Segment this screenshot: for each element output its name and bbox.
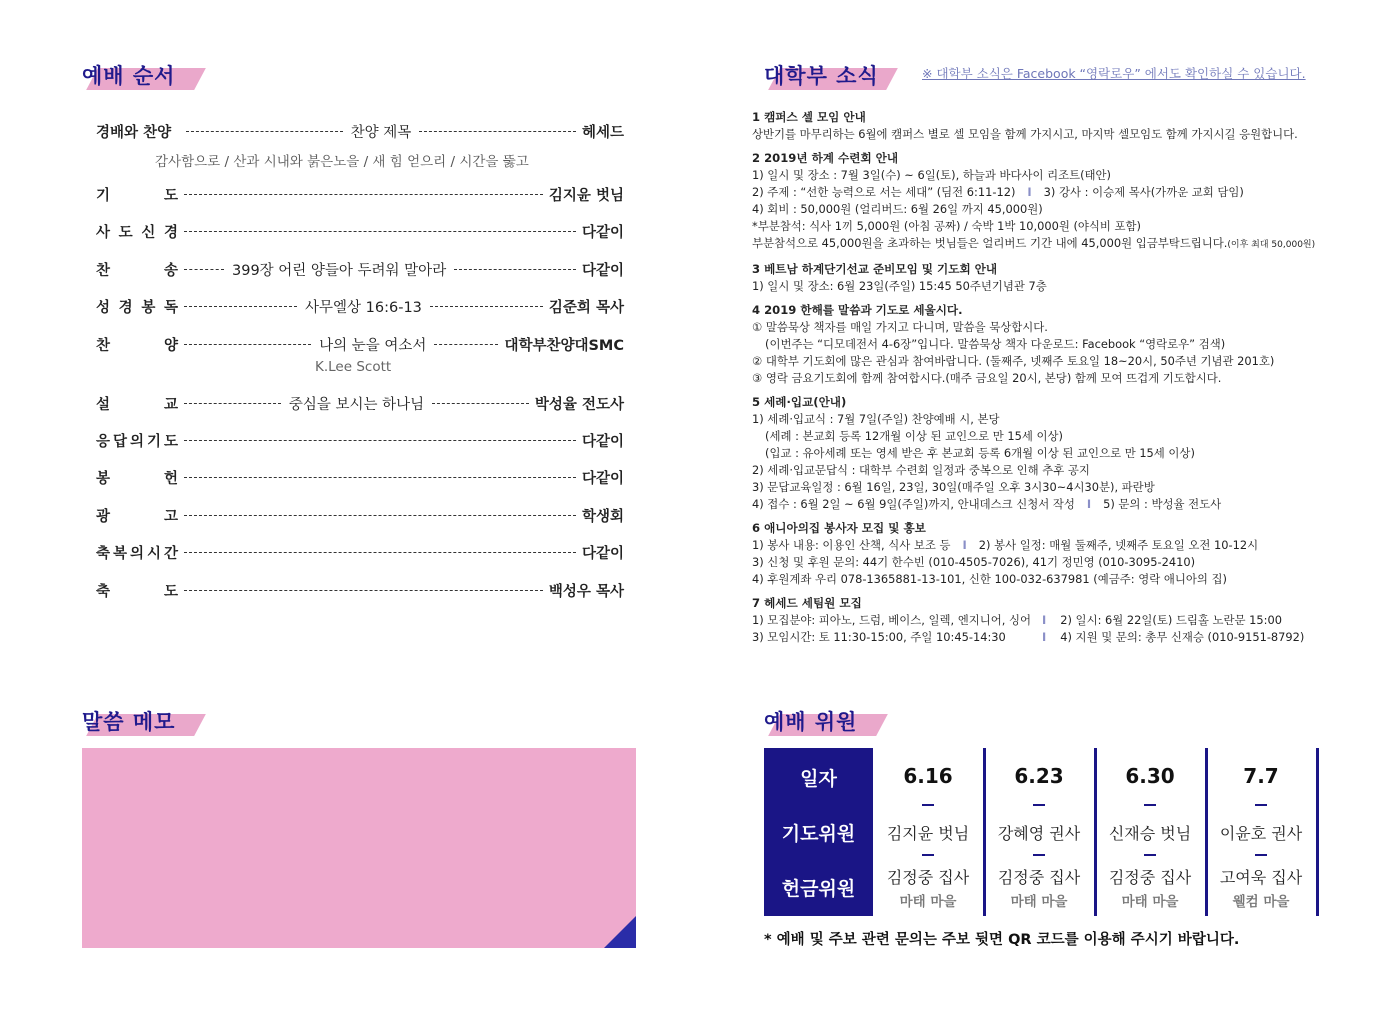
order-title: 예배 순서 [82,60,175,90]
duty-offering: 김정중 집사 [886,868,970,887]
order-leader: 김준희 목사 [548,299,625,316]
news-heading: 3 베트남 하계단기선교 준비모임 및 기도회 안내 [752,262,998,276]
duty-offering: 고여욱 집사 [1219,868,1303,887]
duty-village: 마태 마을 [899,894,957,910]
order-row [96,118,624,144]
order-label: 설 교 [96,396,178,413]
duty-column [984,748,1097,916]
praise-songs: 감사함으로 / 산과 시내와 붉은노을 / 새 힘 얻으리 / 시간을 뚫고 [155,154,529,170]
duty-date: 6.30 [1125,764,1175,788]
duty-prayer: 김지윤 벗님 [886,824,970,843]
news-line: 1) 일시 및 장소 : 7월 3일(수) ~ 6일(토), 하늘과 바다사이 리조트(태안) [752,168,1112,182]
news-heading: 4 2019 한해를 말씀과 기도로 세울시다. [752,303,963,317]
news-line: 1) 봉사 내용: 이용인 산책, 식사 보조 등 I 2) 봉사 일정: 매월 둘째주, 넷째주 토요일 오전 10-12시 [752,538,1259,552]
order-leader: 김지윤 벗님 [548,187,624,204]
header-prayer: 기도위원 [781,823,856,845]
order-row [96,502,624,528]
duty-village: 마태 마을 [1121,894,1179,910]
duty-prayer: 강혜영 권사 [997,824,1081,843]
order-leader: 다같이 [581,545,624,562]
duty-column [873,748,986,916]
order-label: 성 경 봉 독 [96,299,178,316]
news-line: 4) 접수 : 6월 2일 ~ 6월 9일(주일)까지, 안내데스크 신청서 작성 I 5) 문의 : 박성율 전도사 [752,497,1222,511]
choir-composer: K.Lee Scott [315,359,392,375]
order-content: 찬양 제목 [350,124,412,141]
news-line: 4) 후원계좌 우리 078-1365881-13-101, 신한 100-032-637981 (예금주: 영락 애니아의 집) [752,572,1227,586]
news-line: 4) 회비 : 50,000원 (얼리버드: 6월 26일 까지 45,000원) [752,202,1043,216]
order-label: 찬 양 [96,337,178,354]
order-leader: 헤세드 [581,124,625,141]
order-leader: 백성우 목사 [548,583,624,600]
order-row [96,218,624,244]
duty-header-column [764,748,873,916]
order-label: 광 고 [96,508,178,525]
order-row [96,331,624,357]
order-content: 399장 어린 양들아 두려워 말아라 [232,262,447,279]
news-line: 1) 모집분야: 피아노, 드럼, 베이스, 일렉, 엔지니어, 싱어 I 2) 일시: 6월 22일(토) 드림홀 노란문 15:00 [752,613,1282,627]
news-line: 부분참석으로 45,000원을 초과하는 벗님들은 얼리버드 기간 내에 45,000원 입금부탁드립니다.(이후 최대 50,000원) [752,236,1316,250]
news-line: 1) 일시 및 장소: 6월 23일(주일) 15:45 50주년기념관 7층 [752,279,1047,293]
news-heading: 6 애니아의집 봉사자 모집 및 홍보 [752,521,926,535]
news-list [752,109,1352,646]
duty-column [1095,748,1208,916]
duty-village: 마태 마을 [1010,894,1068,910]
order-leader: 다같이 [581,470,624,487]
memo-title: 말씀 메모 [82,706,175,736]
order-leader: 다같이 [581,262,624,279]
news-line: ① 말씀묵상 책자를 매일 가지고 다니며, 말씀을 묵상합시다. [752,320,1048,334]
duty-prayer: 신재승 벗님 [1108,824,1192,843]
order-label: 찬 송 [96,262,178,279]
order-leader: 다같이 [581,433,624,450]
order-row [96,539,624,565]
header-offering: 헌금위원 [781,878,856,900]
order-content: 사무엘상 16:6-13 [305,299,422,316]
order-row [96,427,624,453]
order-content: 중심을 보시는 하나님 [288,396,425,413]
duty-date: 6.23 [1014,764,1064,788]
news-line: (세례 : 본교회 등록 12개월 이상 된 교인으로 만 15세 이상) [765,429,1063,443]
news-line: 3) 신청 및 후원 문의: 44기 한수빈 (010-4505-7026), 41기 정민영 (010-3095-2410) [752,555,1196,569]
duty-title: 예배 위원 [764,706,857,736]
order-row [96,256,624,282]
order-row [96,577,624,603]
qr-footnote: * 예배 및 주보 관련 문의는 주보 뒷면 QR 코드를 이용해 주시기 바랍니다. [764,932,1240,948]
duty-date: 7.7 [1243,764,1279,788]
memo-corner-fold [604,916,636,948]
duty-offering: 김정중 집사 [997,868,1081,887]
order-label: 사 도 신 경 [96,224,178,241]
duty-village: 웰컴 마을 [1232,894,1290,910]
news-facebook-note: ※ 대학부 소식은 Facebook “영락로우” 에서도 확인하실 수 있습니다. [922,66,1306,81]
order-label: 경배와 찬양 [96,124,172,141]
news-line: 3) 모임시간: 토 11:30-15:00, 주일 10:45-14:30 I 4) 지원 및 문의: 총무 신재승 (010-9151-8792) [752,630,1305,644]
news-line: (입교 : 유아세례 또는 영세 받은 후 본교회 등록 6개월 이상 된 교인으로 만 15세 이상) [765,446,1195,460]
news-line: 상반기를 마무리하는 6월에 캠퍼스 별로 셀 모임을 함께 가지시고, 마지막 셀모임도 함께 가지시길 응원합니다. [752,127,1298,141]
order-label: 축 도 [96,583,178,600]
news-line: 2) 세례·입교문답식 : 대학부 수련회 일정과 중복으로 인해 추후 공지 [752,463,1090,477]
order-label: 기 도 [96,187,178,204]
news-line: *부분참석: 식사 1끼 5,000원 (아침 공짜) / 숙박 1박 10,000원 (야식비 포함) [752,219,1142,233]
news-line: 2) 주제 : “선한 능력으로 서는 세대” (딤전 6:11-12) I 3) 강사 : 이승제 목사(가까운 교회 담임) [752,185,1244,199]
order-label: 응 답 의 기 도 [96,433,178,450]
order-content: 나의 눈을 여소서 [319,337,427,354]
news-line: 3) 문답교육일정 : 6월 16일, 23일, 30일(매주일 오후 3시30~4시30분), 파란방 [752,480,1155,494]
news-heading: 7 헤세드 세팀원 모집 [752,596,862,610]
order-row [96,181,624,207]
news-heading: 5 세례·입교(안내) [752,395,847,409]
duty-date: 6.16 [903,764,953,788]
order-row [96,293,624,319]
news-line: ③ 영락 금요기도회에 함께 참여합시다.(매주 금요일 20시, 본당) 함께 모여 뜨겁게 기도합시다. [752,371,1222,385]
order-row [96,390,624,416]
order-leader: 다같이 [581,224,624,241]
duty-offering: 김정중 집사 [1108,868,1192,887]
duty-prayer: 이윤호 권사 [1219,824,1303,843]
order-label: 축 복 의 시 간 [96,545,178,562]
order-label: 봉 헌 [96,470,178,487]
duty-table [764,748,1320,916]
order-row [96,464,624,490]
duty-column [1206,748,1319,916]
news-line: (이번주는 “디모데전서 4-6장”입니다. 말씀묵상 책자 다운로드: Facebook “영락로우” 검색) [765,337,1226,351]
news-title: 대학부 소식 [764,60,879,90]
news-line: ② 대학부 기도회에 많은 관심과 참여바랍니다. (둘째주, 넷째주 토요일 18~20시, 50주년 기념관 201호) [752,354,1275,368]
news-heading: 2 2019년 하계 수련회 안내 [752,151,899,165]
order-leader: 대학부찬양대SMC [504,337,624,354]
memo-box [82,748,636,948]
news-line: 1) 세례·입교식 : 7월 7일(주일) 찬양예배 시, 본당 [752,412,1000,426]
news-heading: 1 캠퍼스 셀 모임 안내 [752,110,866,124]
header-date: 일자 [800,768,837,790]
order-leader: 박성율 전도사 [534,396,624,413]
order-leader: 학생회 [581,508,624,525]
